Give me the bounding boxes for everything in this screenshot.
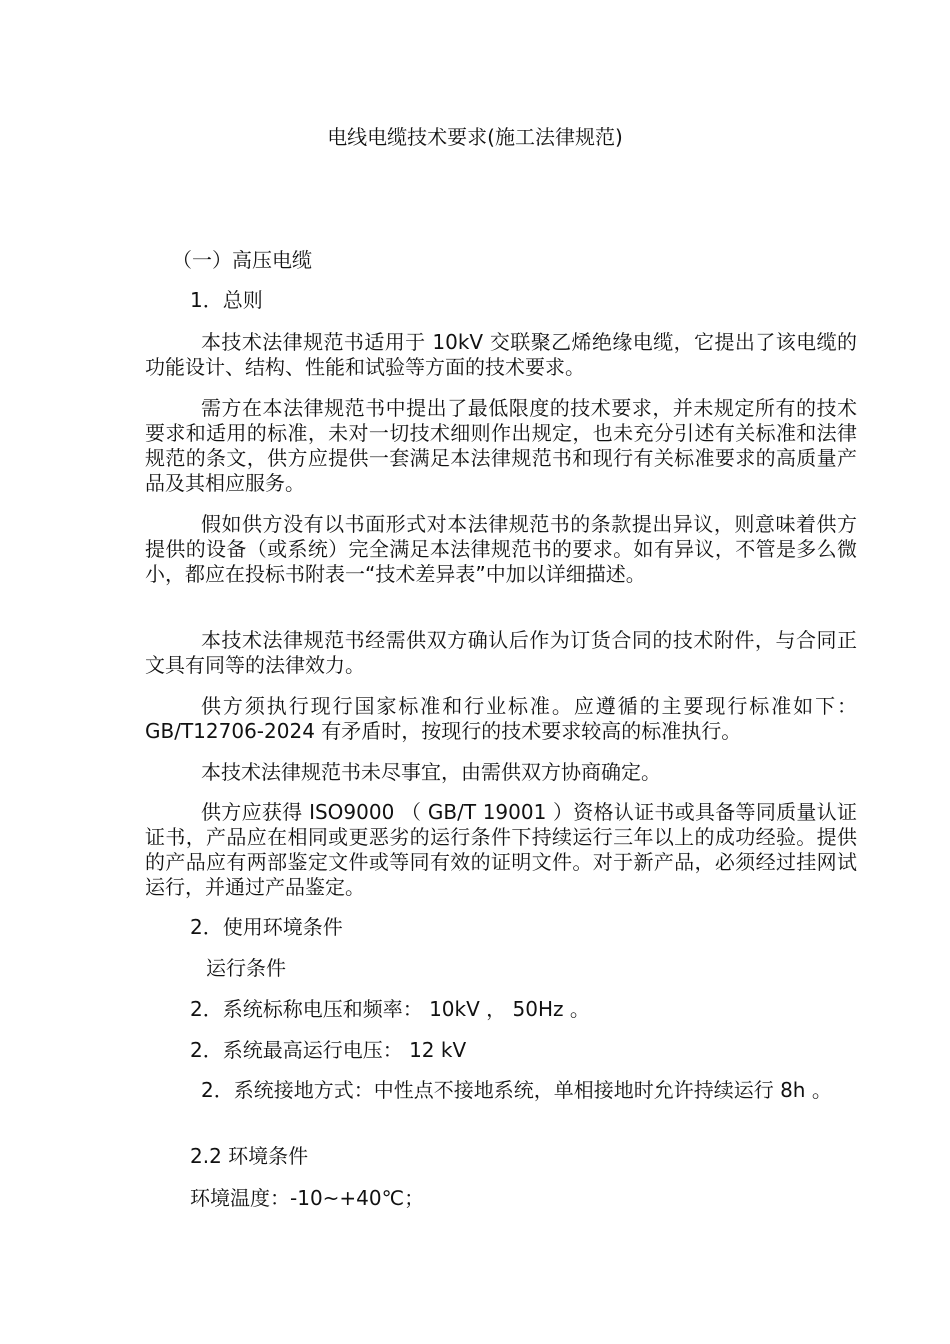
paragraph-standards: 供方须执行现行国家标准和行业标准。应遵循的主要现行标准如下：GB/T12706-2024 有矛盾时，按现行的技术要求较高的标准执行。 — [145, 694, 857, 743]
paragraph-objections: 假如供方没有以书面形式对本法律规范书的条款提出异议，则意味着供方提供的设备（或系统）完全满足本法律规范书的要求。如有异议，不管是多么微小，都应在投标书附表一“技术差异表”中加以详细描述。 — [145, 512, 857, 586]
subsection-heading-environment: 2．使用环境条件 — [190, 915, 343, 939]
paragraph-certification: 供方应获得 ISO9000 （ GB/T 19001 ）资格认证书或具备等同质量认证证书，产品应在相同或更恶劣的运行条件下持续运行三年以上的成功经验。提供的产品应有两部鉴定文件或等同有效的证明文件。对于新产品，必须经过挂网试运行，并通过产品鉴定。 — [145, 800, 857, 899]
run-conditions-label: 运行条件 — [206, 956, 286, 980]
subsection-heading-general: 1．总则 — [190, 288, 263, 312]
paragraph-legal-effect: 本技术法律规范书经需供双方确认后作为订货合同的技术附件，与合同正文具有同等的法律效力。 — [145, 628, 857, 677]
item-voltage-frequency: 2．系统标称电压和频率： 10kV ， 50Hz 。 — [190, 997, 590, 1021]
paragraph-negotiation: 本技术法律规范书未尽事宜，由需供双方协商确定。 — [201, 760, 661, 784]
item-grounding: 2．系统接地方式：中性点不接地系统，单相接地时允许持续运行 8h 。 — [201, 1078, 832, 1102]
env-temperature: 环境温度：-10~+40℃； — [190, 1186, 425, 1210]
paragraph-minimum-requirements: 需方在本法律规范书中提出了最低限度的技术要求，并未规定所有的技术要求和适用的标准，未对一切技术细则作出规定，也未充分引述有关标准和法律规范的条文，供方应提供一套满足本法律规范书和现行有关标准要求的高质量产品及其相应服务。 — [145, 396, 857, 495]
document-title: 电线电缆技术要求(施工法律规范) — [327, 125, 623, 149]
subsection-heading-env-conditions: 2.2 环境条件 — [190, 1144, 309, 1168]
item-max-voltage: 2．系统最高运行电压： 12 kV — [190, 1038, 467, 1062]
section-heading: （一）高压电缆 — [172, 248, 312, 272]
paragraph-scope: 本技术法律规范书适用于 10kV 交联聚乙烯绝缘电缆，它提出了该电缆的功能设计、结构、性能和试验等方面的技术要求。 — [145, 330, 857, 379]
